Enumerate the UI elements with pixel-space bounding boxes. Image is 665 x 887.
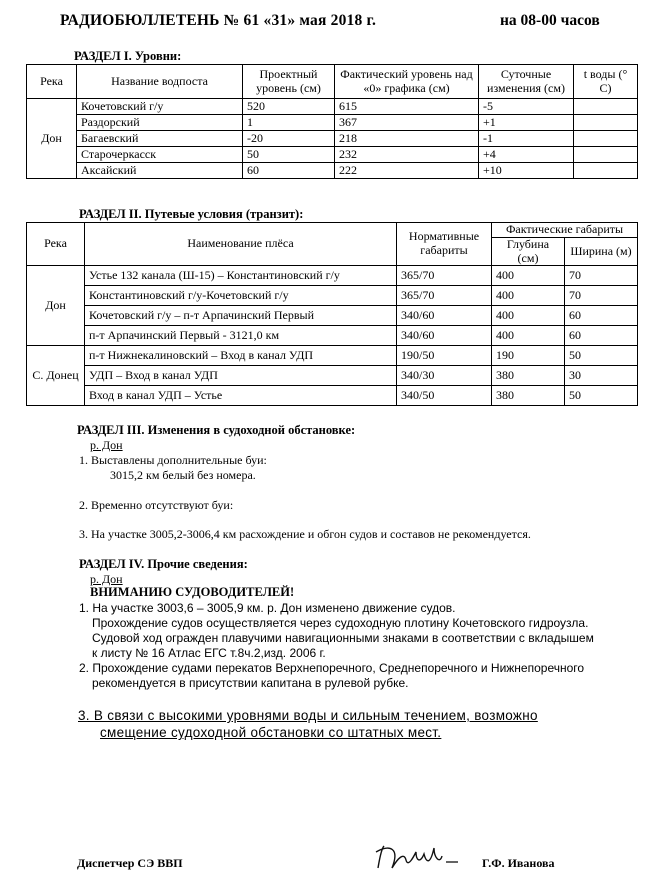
col-depth: Глубина (см) <box>492 237 565 266</box>
station-name: Старочеркасск <box>77 147 243 163</box>
table-row <box>27 147 638 163</box>
notice-line: к листу № 16 Атлас ЕГС т.8ч.2,изд. 2006 г. <box>92 646 326 660</box>
notice-line: рекомендуется в присутствии капитана в рулевой рубке. <box>92 676 409 690</box>
depth: 380 <box>492 366 565 386</box>
station-name: Раздорский <box>77 115 243 131</box>
col-water-temp: t воды (° С) <box>574 65 638 99</box>
water-temp <box>574 115 638 131</box>
reach-name: Кочетовский г/у – п-т Арпачинский Первый <box>85 306 397 326</box>
section4-river: р. Дон <box>90 572 123 586</box>
depth: 400 <box>492 306 565 326</box>
section3-item1-detail: 3015,2 км белый без номера. <box>110 468 256 482</box>
table-row <box>27 306 638 326</box>
reach-name: п-т Нижнекалиновский – Вход в канал УДП <box>85 346 397 366</box>
levels-header-row <box>27 65 638 99</box>
daily-change: +1 <box>479 115 574 131</box>
river-cell: С. Донец <box>27 346 85 406</box>
reach-name: п-т Арпачинский Первый - 3121,0 км <box>85 326 397 346</box>
table-row <box>27 266 638 286</box>
river-cell: Дон <box>27 99 77 179</box>
width: 60 <box>565 326 638 346</box>
table-row <box>27 346 638 366</box>
bulletin-time: на 08-00 часов <box>500 12 600 29</box>
depth: 190 <box>492 346 565 366</box>
table-row <box>27 163 638 179</box>
depth: 400 <box>492 326 565 346</box>
col-norm: Нормативные габариты <box>397 223 492 266</box>
section3-river: р. Дон <box>90 438 123 452</box>
norm-dims: 340/60 <box>397 306 492 326</box>
table-row <box>27 366 638 386</box>
col-station: Название водпоста <box>77 65 243 99</box>
design-level: 60 <box>243 163 335 179</box>
col-actual-level: Фактический уровень над «0» графика (см) <box>335 65 479 99</box>
col-reach: Наименование плёса <box>85 223 397 266</box>
route-table <box>26 222 638 406</box>
width: 50 <box>565 386 638 406</box>
width: 70 <box>565 286 638 306</box>
width: 70 <box>565 266 638 286</box>
section1-heading: РАЗДЕЛ I. Уровни: <box>74 49 182 63</box>
notice-line: 1. На участке 3003,6 – 3005,9 км. р. Дон изменено движение судов. <box>79 601 456 615</box>
signature-icon <box>370 838 462 878</box>
notice-item3-line2: смещение судоходной обстановки со штатных мест. <box>100 725 442 740</box>
notice-item3-line1: 3. В связи с высокими уровнями воды и сильным течением, возможно <box>78 708 538 723</box>
daily-change: +4 <box>479 147 574 163</box>
dispatcher-title: Диспетчер СЭ ВВП <box>77 856 183 870</box>
daily-change: -5 <box>479 99 574 115</box>
water-temp <box>574 131 638 147</box>
width: 60 <box>565 306 638 326</box>
daily-change: -1 <box>479 131 574 147</box>
warning-heading: ВНИМАНИЮ СУДОВОДИТЕЛЕЙ! <box>90 585 295 599</box>
daily-change: +10 <box>479 163 574 179</box>
route-header-row <box>27 223 638 238</box>
col-design-level: Проектный уровень (см) <box>243 65 335 99</box>
water-temp <box>574 99 638 115</box>
section4-heading: РАЗДЕЛ IV. Прочие сведения: <box>79 557 248 571</box>
section3-heading: РАЗДЕЛ III. Изменения в судоходной обстановке: <box>77 423 356 437</box>
dispatcher-name: Г.Ф. Иванова <box>482 856 555 870</box>
norm-dims: 340/50 <box>397 386 492 406</box>
reach-name: УДП – Вход в канал УДП <box>85 366 397 386</box>
actual-level: 218 <box>335 131 479 147</box>
water-temp <box>574 147 638 163</box>
col-daily-change: Суточные изменения (см) <box>479 65 574 99</box>
width: 50 <box>565 346 638 366</box>
col-river: Река <box>27 223 85 266</box>
table-row <box>27 326 638 346</box>
section3-item1: 1. Выставлены дополнительные буи: <box>79 453 267 467</box>
levels-table <box>26 64 638 179</box>
table-row <box>27 286 638 306</box>
col-width: Ширина (м) <box>565 237 638 266</box>
col-actual: Фактические габариты <box>492 223 638 238</box>
actual-level: 222 <box>335 163 479 179</box>
depth: 380 <box>492 386 565 406</box>
notice-line: Судовой ход огражден плавучими навигационными знаками в соответствии с вкладышем <box>92 631 594 645</box>
design-level: 50 <box>243 147 335 163</box>
section2-heading: РАЗДЕЛ II. Путевые условия (транзит): <box>79 207 304 221</box>
station-name: Аксайский <box>77 163 243 179</box>
table-row <box>27 115 638 131</box>
notice-line: 2. Прохождение судами перекатов Верхнепоречного, Среднепоречного и Нижнепоречного <box>79 661 585 675</box>
actual-level: 615 <box>335 99 479 115</box>
notice-line: Прохождение судов осуществляется через судоходную плотину Кочетовского гидроузла. <box>92 616 589 630</box>
width: 30 <box>565 366 638 386</box>
table-row <box>27 99 638 115</box>
section3-item2: 2. Временно отсутствуют буи: <box>79 498 234 512</box>
col-river: Река <box>27 65 77 99</box>
depth: 400 <box>492 286 565 306</box>
norm-dims: 365/70 <box>397 286 492 306</box>
bulletin-title: РАДИОБЮЛЛЕТЕНЬ № 61 «31» мая 2018 г. <box>60 12 377 29</box>
section3-item3: 3. На участке 3005,2-3006,4 км расхождение и обгон судов и составов не рекомендуется. <box>79 527 531 541</box>
actual-level: 367 <box>335 115 479 131</box>
design-level: 1 <box>243 115 335 131</box>
norm-dims: 190/50 <box>397 346 492 366</box>
station-name: Кочетовский г/у <box>77 99 243 115</box>
norm-dims: 340/30 <box>397 366 492 386</box>
water-temp <box>574 163 638 179</box>
table-row <box>27 386 638 406</box>
reach-name: Константиновский г/у-Кочетовский г/у <box>85 286 397 306</box>
design-level: 520 <box>243 99 335 115</box>
design-level: -20 <box>243 131 335 147</box>
station-name: Багаевский <box>77 131 243 147</box>
depth: 400 <box>492 266 565 286</box>
river-cell: Дон <box>27 266 85 346</box>
norm-dims: 340/60 <box>397 326 492 346</box>
actual-level: 232 <box>335 147 479 163</box>
norm-dims: 365/70 <box>397 266 492 286</box>
reach-name: Устье 132 канала (Ш-15) – Константиновский г/у <box>85 266 397 286</box>
table-row <box>27 131 638 147</box>
reach-name: Вход в канал УДП – Устье <box>85 386 397 406</box>
